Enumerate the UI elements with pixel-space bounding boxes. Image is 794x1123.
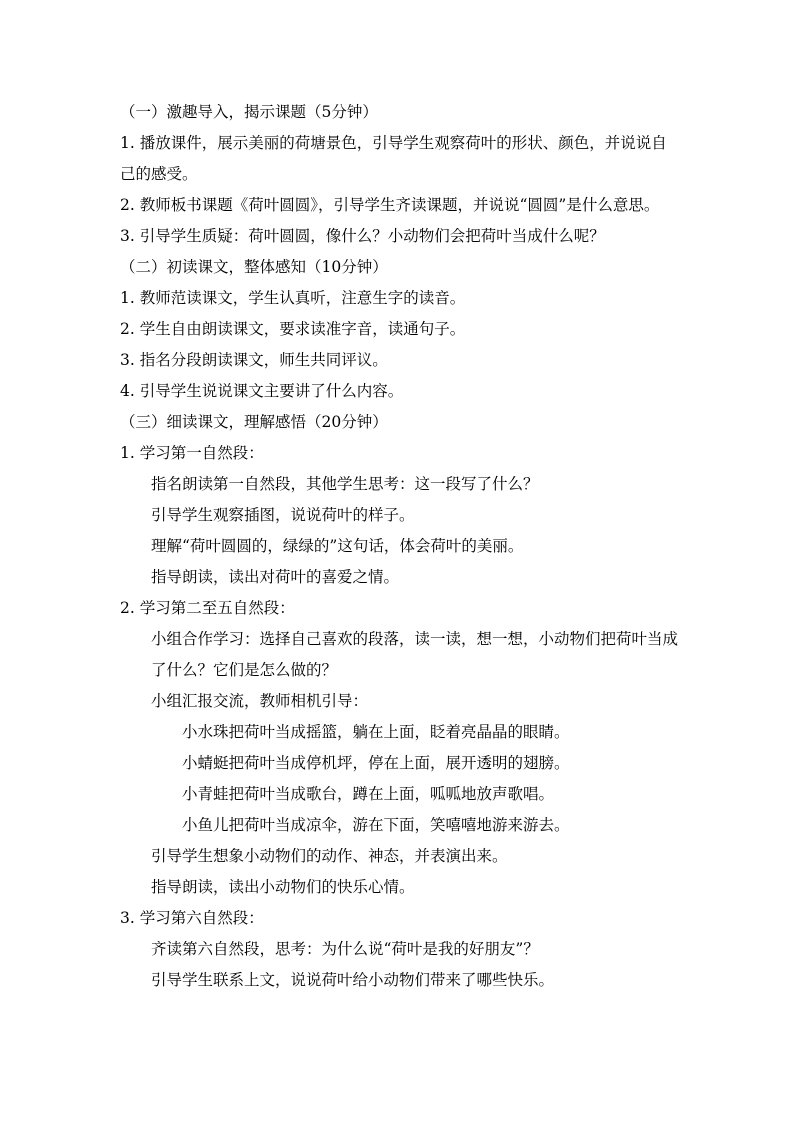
paragraph-line: 指名朗读第一自然段，其他学生思考：这一段写了什么？ xyxy=(151,475,539,493)
paragraph-line: 指导朗读，读出对荷叶的喜爱之情。 xyxy=(151,568,400,586)
list-item: 2. 学生自由朗读课文，要求读准字音，读通句子。 xyxy=(120,320,466,338)
paragraph-line: 引导学生联系上文，说说荷叶给小动物们带来了哪些快乐。 xyxy=(151,971,555,989)
paragraph-line: 理解“荷叶圆圆的，绿绿的”这句话，体会荷叶的美丽。 xyxy=(151,537,524,555)
section-heading-1: （一）激趣导入，揭示课题（5分钟） xyxy=(120,103,378,121)
paragraph-line: 引导学生观察插图，说说荷叶的样子。 xyxy=(151,506,415,524)
list-item: 3. 指名分段朗读课文，师生共同评议。 xyxy=(120,351,388,369)
list-item: 3. 引导学生质疑：荷叶圆圆，像什么？小动物们会把荷叶当成什么呢？ xyxy=(120,227,605,245)
paragraph-line: 小组汇报交流，教师相机引导： xyxy=(151,692,369,710)
paragraph-line: 指导朗读，读出小动物们的快乐心情。 xyxy=(151,878,415,896)
section-heading-3: （三）细读课文，理解感悟（20分钟） xyxy=(120,413,388,431)
animal-line: 小青蛙把荷叶当成歌台，蹲在上面，呱呱地放声歌唱。 xyxy=(182,785,555,803)
lesson-plan-body xyxy=(120,97,680,996)
animal-line: 小鱼儿把荷叶当成凉伞，游在下面，笑嘻嘻地游来游去。 xyxy=(182,816,570,834)
animal-line: 小水珠把荷叶当成摇篮，躺在上面，眨着亮晶晶的眼睛。 xyxy=(182,723,570,741)
animal-line: 小蜻蜓把荷叶当成停机坪，停在上面，展开透明的翅膀。 xyxy=(182,754,570,772)
section-heading-2: （二）初读课文，整体感知（10分钟） xyxy=(120,258,388,276)
group-study-paragraph: 小组合作学习：选择自己喜欢的段落，读一读，想一想，小动物们把荷叶当成了什么？它们是怎么做的？ xyxy=(151,630,679,679)
list-item: 2. 教师板书课题《荷叶圆圆》，引导学生齐读课题，并说说“圆圆”是什么意思。 xyxy=(120,196,660,214)
list-item: 1. 播放课件，展示美丽的荷塘景色，引导学生观察荷叶的形状、颜色，并说说自己的感受。 xyxy=(120,134,667,183)
paragraph-line: 齐读第六自然段，思考：为什么说“荷叶是我的好朋友”？ xyxy=(151,940,539,958)
subsection-title: 3. 学习第六自然段： xyxy=(120,909,264,927)
paragraph-line: 引导学生想象小动物们的动作、神态，并表演出来。 xyxy=(151,847,508,865)
subsection-title: 1. 学习第一自然段： xyxy=(120,444,264,462)
subsection-title: 2. 学习第二至五自然段： xyxy=(120,599,295,617)
list-item: 4. 引导学生说说课文主要讲了什么内容。 xyxy=(120,382,404,400)
list-item: 1. 教师范读课文，学生认真听，注意生字的读音。 xyxy=(120,289,466,307)
